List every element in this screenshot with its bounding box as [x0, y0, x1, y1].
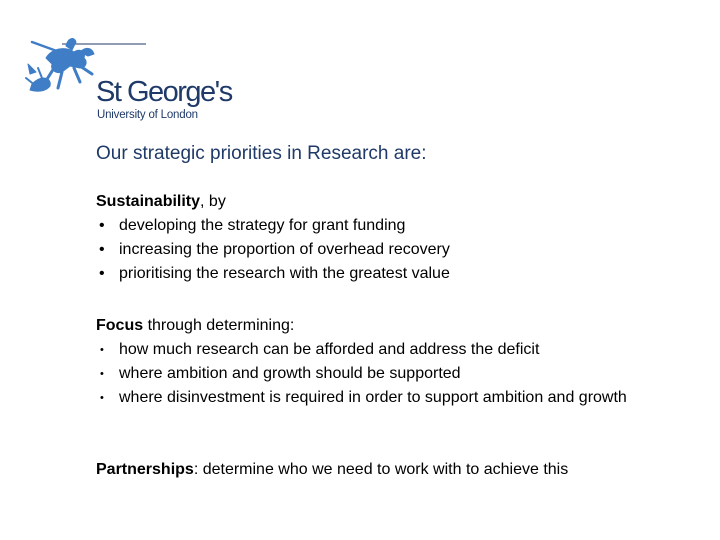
university-logo: [22, 28, 232, 128]
list-item: [96, 362, 656, 386]
section-title: Sustainability: [96, 193, 201, 210]
list-item: [96, 262, 656, 286]
section-header: [96, 314, 656, 338]
bullet-list: [96, 214, 656, 286]
bullet-icon: •: [99, 265, 105, 282]
list-item-text: increasing the proportion of overhead recovery: [119, 241, 450, 258]
section-intro: : determine who we need to work with to achieve this: [193, 461, 569, 478]
section-header: [96, 458, 656, 482]
section-title: Focus: [96, 317, 144, 334]
section-header: [96, 190, 656, 214]
bullet-icon: •: [100, 368, 104, 380]
bullet-icon: •: [99, 217, 105, 234]
section-focus: [96, 314, 656, 410]
section-partnerships: [96, 458, 656, 482]
page-title: Our strategic priorities in Research are:: [96, 143, 427, 164]
university-name: St George's: [96, 76, 232, 108]
list-item: [96, 238, 656, 262]
university-subtitle: University of London: [97, 109, 198, 121]
bullet-icon: •: [99, 241, 105, 258]
section-intro: through determining:: [143, 317, 295, 334]
list-item: [96, 386, 656, 410]
section-intro: , by: [200, 193, 226, 210]
section-title: Partnerships: [96, 461, 194, 478]
list-item: [96, 214, 656, 238]
bullet-icon: •: [100, 344, 104, 356]
list-item-text: developing the strategy for grant funding: [119, 217, 406, 234]
bullet-list: [96, 338, 656, 410]
section-sustainability: [96, 190, 656, 286]
list-item-text: prioritising the research with the greatest value: [119, 265, 450, 282]
list-item-text: how much research can be afforded and address the deficit: [119, 341, 540, 358]
list-item: [96, 338, 656, 362]
bullet-icon: •: [100, 392, 104, 404]
list-item-text: where ambition and growth should be supported: [119, 365, 461, 382]
list-item-text: where disinvestment is required in order to support ambition and growth: [119, 389, 627, 406]
